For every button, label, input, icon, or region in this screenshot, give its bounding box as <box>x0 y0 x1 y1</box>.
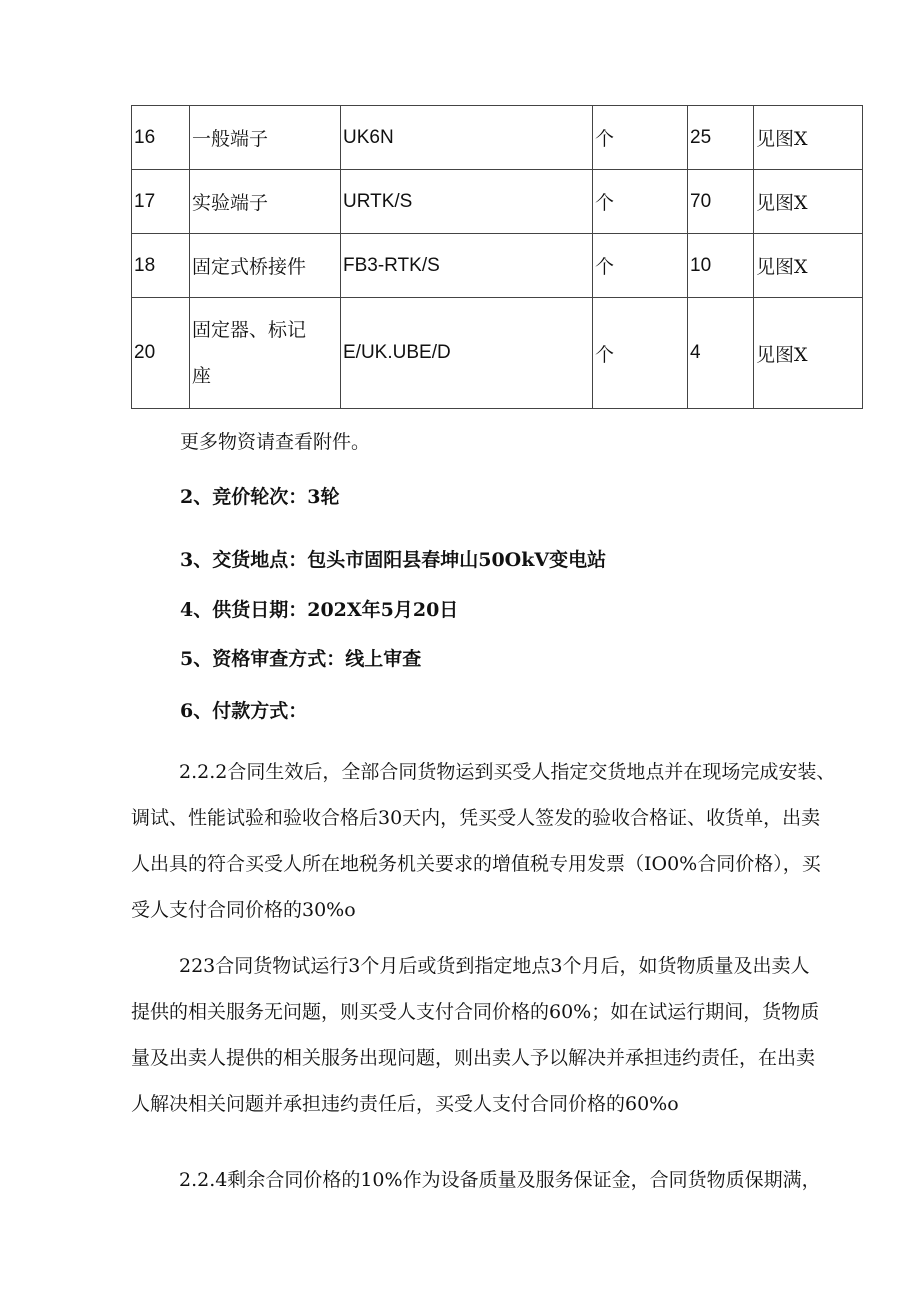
clause-line: 人出具的符合买受人所在地税务机关要求的增值税专用发票（IO0%合同价格），买 <box>131 853 821 875</box>
row-number: 18 <box>132 234 190 298</box>
item-name <box>190 298 341 409</box>
qualification-review: 5、资格审查方式：线上审查 <box>180 648 422 670</box>
table-row <box>132 234 863 298</box>
item-name-line: 座 <box>192 365 212 387</box>
clause-line: 提供的相关服务无问题，则买受人支付合同价格的60%；如在试运行期间，货物质 <box>131 1001 820 1023</box>
item-reference: 见图X <box>754 170 863 234</box>
item-quantity: 10 <box>688 234 754 298</box>
item-model: URTK/S <box>341 170 593 234</box>
bidding-rounds: 2、竞价轮次：3轮 <box>180 486 340 508</box>
row-number: 17 <box>132 170 190 234</box>
item-quantity: 25 <box>688 106 754 170</box>
item-unit: 个 <box>593 298 688 409</box>
item-reference: 见图X <box>754 106 863 170</box>
item-unit: 个 <box>593 170 688 234</box>
materials-table <box>131 105 863 409</box>
clause-line: 2.2.2合同生效后，全部合同货物运到买受人指定交货地点并在现场完成安装、 <box>179 761 836 783</box>
item-unit: 个 <box>593 234 688 298</box>
row-number: 20 <box>132 298 190 409</box>
clause-line: 量及出卖人提供的相关服务出现问题，则出卖人予以解决并承担违约责任，在出卖 <box>131 1047 816 1069</box>
item-model: FB3-RTK/S <box>341 234 593 298</box>
item-model: UK6N <box>341 106 593 170</box>
clause-2-2-4 <box>131 1157 861 1203</box>
table-row <box>132 298 863 409</box>
item-reference: 见图X <box>754 298 863 409</box>
item-model: E/UK.UBE/D <box>341 298 593 409</box>
payment-method-heading: 6、付款方式： <box>180 700 308 722</box>
clause-line: 人解决相关问题并承担违约责任后，买受人支付合同价格的60%o <box>131 1093 679 1115</box>
item-quantity: 4 <box>688 298 754 409</box>
item-name: 一般端子 <box>190 106 341 170</box>
clause-line: 223合同货物试运行3个月后或货到指定地点3个月后，如货物质量及出卖人 <box>179 955 810 977</box>
clause-line: 2.2.4剩余合同价格的10%作为设备质量及服务保证金，合同货物质保期满， <box>179 1169 821 1191</box>
table-row <box>132 106 863 170</box>
clause-line: 调试、性能试验和验收合格后30天内，凭买受人签发的验收合格证、收货单，出卖 <box>131 807 821 829</box>
supply-date: 4、供货日期：202X年5月20日 <box>180 599 459 621</box>
delivery-location: 3、交货地点：包头市固阳县春坤山50OkV变电站 <box>180 549 607 571</box>
clause-2-2-3 <box>131 943 861 1127</box>
clause-line: 受人支付合同价格的30%o <box>131 899 356 921</box>
item-quantity: 70 <box>688 170 754 234</box>
item-name: 实验端子 <box>190 170 341 234</box>
clause-2-2-2 <box>131 749 861 933</box>
attachment-note: 更多物资请查看附件。 <box>180 431 371 453</box>
item-name: 固定式桥接件 <box>190 234 341 298</box>
item-reference: 见图X <box>754 234 863 298</box>
item-name-line: 固定器、标记 <box>192 319 307 341</box>
table-row <box>132 170 863 234</box>
row-number: 16 <box>132 106 190 170</box>
item-unit: 个 <box>593 106 688 170</box>
